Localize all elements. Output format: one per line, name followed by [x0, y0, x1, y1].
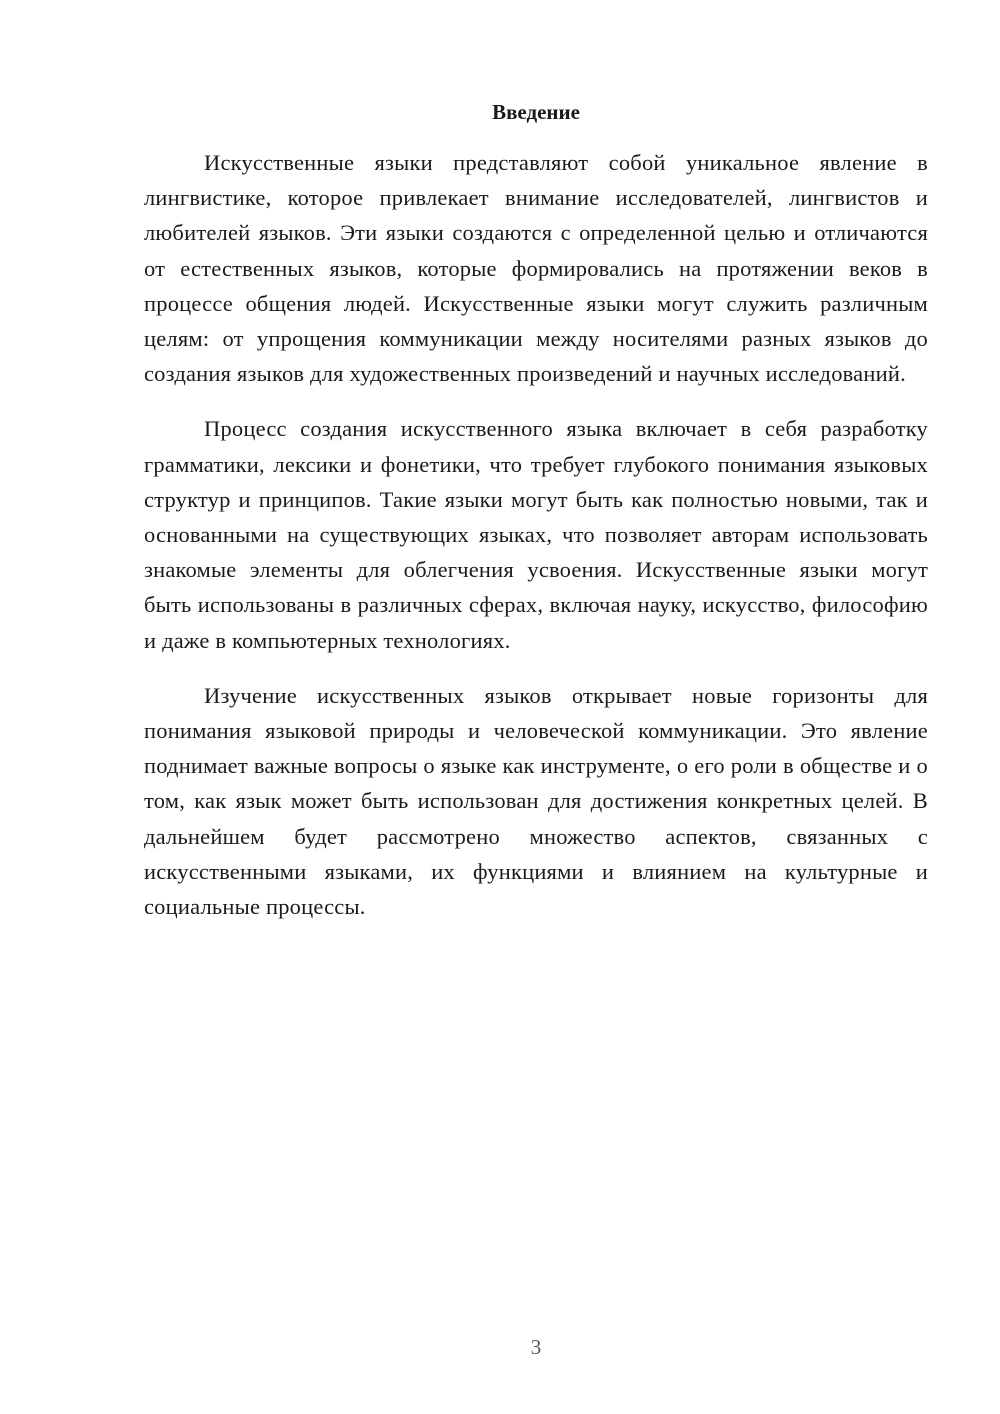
paragraph-1: Искусственные языки представляют собой уникальное явление в лингвистике, которое привлекает внимание исследователей, лингвистов и любителей языков. Эти языки создаются с определенной целью и отличаются от естественных языков, которые формировались на протяжении веков в процессе общения людей. Искусственные языки могут служить различным целям: от упрощения коммуникации между носителями разных языков до создания языков для художественных произведений и научных исследований. [144, 150, 928, 387]
section-title: Введение [492, 100, 580, 124]
body-text [144, 145, 928, 944]
paragraph-3: Изучение искусственных языков открывает новые горизонты для понимания языковой природы и человеческой коммуникации. Это явление поднимает важные вопросы о языке как инструменте, о его роли в обществе и о том, как язык может быть использован для достижения конкретных целей. В дальнейшем будет рассмотрено множество аспектов, связанных с искусственными языками, их функциями и влиянием на культурные и социальные процессы. [144, 682, 928, 920]
page-number: 3 [530, 1335, 542, 1359]
paragraph-2: Процесс создания искусственного языка включает в себя разработку грамматики, лексики и фонетики, что требует глубокого понимания языковых структур и принципов. Такие языки могут быть как полностью новыми, так и основанными на существующих языках, что позволяет авторам использовать знакомые элементы для облегчения усвоения. Искусственные языки могут быть использованы в различных сферах, включая науку, искусство, философию и даже в компьютерных технологиях. [144, 416, 928, 653]
